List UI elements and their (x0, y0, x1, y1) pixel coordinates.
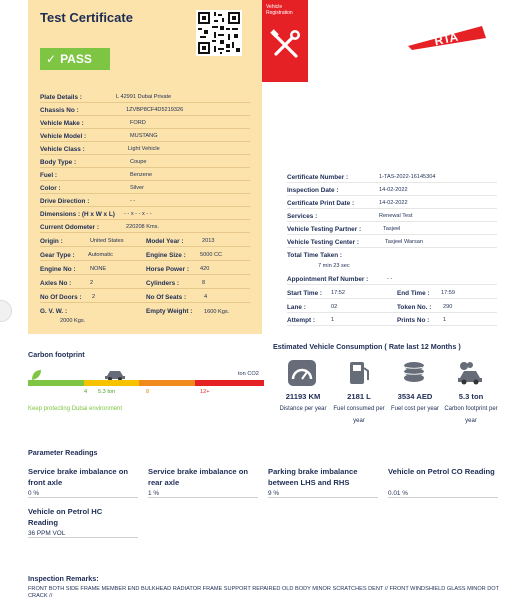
inspection-remarks-title: Inspection Remarks: (28, 574, 99, 583)
spec-row-engine: Engine No : NONE Horse Power : 420 (40, 264, 250, 275)
rta-logo-icon (402, 22, 488, 50)
attempt-prints-row: Attempt : 1 Prints No : 1 (287, 315, 497, 326)
lane-token-row: Lane : 02 Token No. : 290 (287, 302, 497, 313)
detail-row: Current Odometer : 220208 Kms. (40, 222, 250, 233)
appointment-row: Appointment Ref Number : - - (287, 274, 497, 285)
detail-row: Vehicle Model : MUSTANG (40, 131, 250, 142)
detail-row: Vehicle Class : Light Vehicle (40, 144, 250, 155)
services-row: Services : Renewal Test (287, 211, 497, 222)
gvw-value: 2000 Kgs. (60, 318, 86, 324)
certificate-title: Test Certificate (40, 10, 133, 25)
wrench-screwdriver-icon (268, 28, 302, 62)
carbon-tick: 8 (146, 389, 150, 395)
parameter-value: 9 % (268, 490, 378, 498)
qr-code (196, 10, 242, 56)
spec-row-weight: G. V. W. : Empty Weight : 1600 Kgs. (40, 308, 230, 315)
spec-row-axles: Axles No : 2 Cylinders : 8 (40, 278, 250, 289)
fuel-pump-icon (346, 360, 372, 391)
center-row: Vehicle Testing Center : Tasjeel Warsan (287, 237, 497, 248)
consumption-label: Fuel cost per year (390, 406, 440, 412)
detail-row: Body Type : Coupe (40, 157, 250, 168)
vehicle-registration-block (262, 0, 308, 82)
carbon-scale-bar (28, 380, 264, 386)
detail-row: Color : Silver (40, 183, 250, 194)
consumption-value: 2181 L (347, 392, 371, 401)
coins-icon (400, 360, 428, 391)
consumption-label: Carbon footprint per year (444, 406, 498, 424)
consumption-value: 5.3 ton (458, 392, 484, 401)
total-time-row: Total Time Taken : (287, 252, 343, 259)
inspection-remarks-text: FRONT BOTH SIDE FRAME MEMBER END BULKHEAD RADIATOR FRAME SUPPORT REPAIRED OLD BODY MINOR SCRATCHES DENT // FRONT WINDSHIELD GLASS MINOR DOT CRACK // (28, 586, 499, 599)
consumption-title: Estimated Vehicle Consumption ( Rate last 12 Months ) (273, 342, 461, 351)
carbon-tick: 12+ (200, 389, 210, 395)
carbon-unit: ton CO2 (238, 371, 259, 377)
parameter-value: 0 % (28, 490, 138, 498)
parameter-readings-title: Parameter Readings (28, 448, 98, 457)
pass-badge-label: PASS (60, 52, 92, 66)
spec-row-gear: Gear Type : Automatic Engine Size : 5000 CC (40, 250, 250, 261)
pass-badge (40, 48, 110, 70)
rta-logo (402, 22, 488, 50)
carbon-tick: 4 (84, 389, 88, 395)
detail-row: Vehicle Make : FORD (40, 118, 250, 129)
detail-row: Plate Details : L 42991 Dubai Private (40, 92, 250, 103)
detail-row: Fuel : Benzene (40, 170, 250, 181)
parameter-label: Service brake imbalance on rear axle (148, 467, 249, 487)
qr-code-icon (196, 10, 242, 56)
consumption-value: 3534 AED (397, 392, 433, 401)
rta-logo-text: RTA (433, 29, 460, 49)
detail-row: Chassis No : 1ZVBP8CF4D5219326 (40, 105, 250, 116)
parameter-value: 1 % (148, 490, 258, 498)
start-end-time-row: Start Time : 17:52 End Time : 17:59 (287, 288, 497, 299)
detail-row: Drive Direction : - - (40, 196, 250, 207)
parameter-label: Parking brake imbalance between LHS and RHS (268, 467, 358, 487)
inspection-date-row: Inspection Date : 14-02-2022 (287, 185, 497, 196)
car-emission-icon (456, 360, 484, 391)
parameter-label: Service brake imbalance on front axle (28, 467, 129, 487)
cert-number-row: Certificate Number : 1-TAS-2022-16145304 (287, 172, 497, 183)
spec-row-origin: Origin : United States Model Year : 2013 (40, 236, 250, 247)
detail-row: Dimensions : (H x W x L) - - x - - x - - (40, 209, 250, 220)
spec-row-doors: No Of Doors : 2 No Of Seats : 4 (40, 292, 250, 303)
registration-label: Vehicle Registration (266, 4, 293, 16)
print-date-row: Certificate Print Date : 14-02-2022 (287, 198, 497, 209)
carbon-footprint-title: Carbon footprint (28, 350, 85, 359)
consumption-label: Fuel consumed per year (333, 406, 385, 424)
carbon-tick: 5.3 ton (98, 389, 116, 395)
carbon-scale-red (195, 380, 264, 386)
side-scroll-handle[interactable] (0, 300, 12, 322)
carbon-note: Keep protecting Dubai environment (28, 406, 123, 412)
partner-row: Vehicle Testing Partner : Tasjeel (287, 224, 497, 235)
speedometer-icon (288, 360, 316, 391)
parameter-value: 36 PPM VOL (28, 530, 138, 538)
parameter-label: Vehicle on Petrol CO Reading (388, 467, 495, 476)
consumption-label: Distance per year (279, 406, 327, 412)
parameter-value: 0.01 % (388, 490, 498, 498)
total-time-value: 7 min 23 sec (318, 263, 350, 269)
carbon-scale-yellow (84, 380, 140, 386)
consumption-value: 21193 KM (285, 392, 321, 401)
carbon-scale-orange (139, 380, 195, 386)
check-icon: ✓ (46, 52, 57, 66)
parameter-label: Vehicle on Petrol HC Reading (28, 507, 103, 527)
carbon-scale-green (28, 380, 84, 386)
